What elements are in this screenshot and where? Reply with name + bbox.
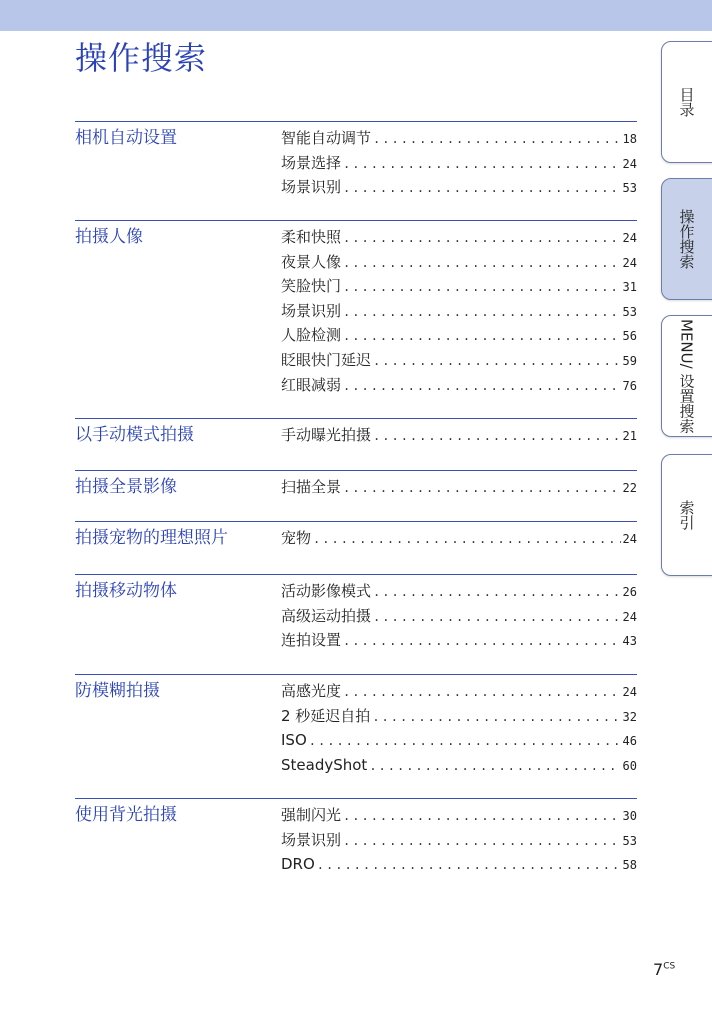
dot-leader [343, 374, 621, 398]
dot-leader [373, 424, 621, 448]
index-entry[interactable] [281, 151, 637, 176]
page-number-suffix: CS [663, 961, 676, 972]
top-banner [0, 0, 712, 31]
index-entry[interactable] [281, 126, 637, 151]
entry-page-number[interactable]: 24 [622, 532, 637, 546]
entry-page-number[interactable]: 24 [622, 156, 637, 171]
index-entry[interactable] [281, 704, 637, 729]
entry-page-number[interactable]: 46 [622, 734, 637, 749]
section-category: 拍摄人像 [75, 227, 143, 247]
section-category: 拍摄全景影像 [75, 477, 177, 497]
index-entry[interactable] [281, 475, 637, 500]
entry-label[interactable]: 2 秒延迟自拍 [281, 706, 371, 725]
dot-leader [343, 680, 621, 704]
index-entry[interactable] [281, 828, 637, 853]
index-entry[interactable] [281, 852, 637, 877]
dot-leader [372, 705, 620, 729]
side-tab-label: 操作搜索 [677, 209, 696, 269]
entry-label[interactable]: 扫描全景 [281, 478, 342, 496]
section-items [281, 475, 637, 500]
section-divider [75, 418, 637, 419]
entry-page-number[interactable]: 31 [622, 280, 637, 295]
entry-page-number[interactable]: 24 [622, 231, 637, 245]
entry-label[interactable]: 场景选择 [281, 153, 342, 172]
section-divider [75, 220, 637, 221]
entry-label[interactable]: 夜景人像 [281, 252, 342, 271]
entry-page-number[interactable]: 56 [622, 329, 637, 344]
entry-label[interactable]: 柔和快照 [281, 228, 342, 246]
section-divider [75, 470, 637, 471]
section-items [281, 526, 637, 551]
entry-page-number[interactable]: 43 [622, 634, 637, 649]
entry-page-number[interactable]: 26 [622, 585, 637, 599]
page-number-value: 7 [653, 960, 664, 979]
entry-page-number[interactable]: 18 [622, 132, 637, 146]
index-entry[interactable] [281, 579, 637, 604]
index-entry[interactable] [281, 423, 637, 448]
section-category: 使用背光拍摄 [75, 805, 177, 825]
dot-leader [343, 275, 621, 299]
dot-leader [343, 324, 621, 348]
dot-leader [373, 580, 621, 604]
section-category: 拍摄宠物的理想照片 [75, 528, 228, 548]
side-tab-label: MENU/ 设置搜索 [677, 318, 696, 434]
side-tab-label: 索引 [677, 500, 696, 530]
entry-page-number[interactable]: 53 [622, 181, 637, 196]
entry-label[interactable]: 连拍设置 [281, 631, 342, 650]
entry-label[interactable]: 高级运动拍摄 [281, 606, 372, 625]
dot-leader [373, 349, 621, 373]
entry-page-number[interactable]: 24 [622, 609, 637, 624]
entry-label[interactable]: 红眼减弱 [281, 375, 342, 394]
entry-page-number[interactable]: 53 [622, 304, 637, 319]
entry-label[interactable]: 手动曝光拍摄 [281, 426, 372, 444]
side-tab[interactable] [661, 41, 712, 163]
section-items [281, 423, 637, 448]
entry-label[interactable]: 人脸检测 [281, 326, 342, 345]
page-number [653, 960, 675, 979]
entry-page-number[interactable]: 24 [622, 685, 637, 699]
entry-label[interactable]: ISO [281, 731, 307, 750]
dot-leader [343, 152, 621, 176]
side-tab[interactable] [661, 178, 712, 300]
index-entry[interactable] [281, 299, 637, 324]
dot-leader [309, 729, 621, 753]
entry-label[interactable]: 笑脸快门 [281, 277, 342, 296]
side-tab[interactable] [661, 454, 712, 576]
index-entry[interactable] [281, 175, 637, 200]
entry-page-number[interactable]: 21 [622, 429, 637, 443]
side-tab-label: 目录 [677, 87, 696, 117]
index-entry[interactable] [281, 274, 637, 299]
section-divider [75, 521, 637, 522]
entry-page-number[interactable]: 58 [622, 858, 637, 873]
entry-page-number[interactable]: 22 [622, 481, 637, 495]
dot-leader [343, 829, 621, 853]
index-entry[interactable] [281, 250, 637, 275]
section-divider [75, 574, 637, 575]
index-entry[interactable] [281, 348, 637, 373]
index-entry[interactable] [281, 604, 637, 629]
side-tab[interactable] [661, 315, 712, 437]
dot-leader [343, 804, 621, 828]
entry-label[interactable]: 强制闪光 [281, 806, 342, 824]
entry-label[interactable]: 场景识别 [281, 830, 342, 849]
dot-leader [369, 754, 620, 778]
index-entry[interactable] [281, 628, 637, 653]
entry-label[interactable]: 眨眼快门延迟 [281, 350, 372, 369]
dot-leader [317, 853, 621, 877]
dot-leader [343, 476, 621, 500]
dot-leader [313, 527, 621, 551]
index-entry[interactable] [281, 323, 637, 348]
dot-leader [343, 251, 621, 275]
entry-label[interactable]: 场景识别 [281, 178, 342, 197]
section-items [281, 579, 637, 653]
section-items [281, 679, 637, 777]
dot-leader [343, 176, 621, 200]
section-category: 相机自动设置 [75, 128, 177, 148]
index-entry[interactable] [281, 679, 637, 704]
entry-label[interactable]: 宠物 [281, 529, 312, 547]
section-items [281, 803, 637, 877]
entry-page-number[interactable]: 76 [622, 378, 637, 393]
entry-page-number[interactable]: 60 [622, 758, 637, 773]
entry-page-number[interactable]: 24 [622, 255, 637, 270]
entry-page-number[interactable]: 30 [622, 809, 637, 823]
section-items [281, 225, 637, 397]
entry-page-number[interactable]: 53 [622, 833, 637, 848]
index-entry[interactable] [281, 803, 637, 828]
section-category: 以手动模式拍摄 [75, 425, 194, 445]
entry-label[interactable]: 高感光度 [281, 682, 342, 700]
dot-leader [343, 300, 621, 324]
entry-label[interactable]: SteadyShot [281, 755, 368, 774]
index-entry[interactable] [281, 728, 637, 753]
index-entry[interactable] [281, 526, 637, 551]
index-entry[interactable] [281, 373, 637, 398]
entry-page-number[interactable]: 59 [622, 353, 637, 368]
dot-leader [343, 226, 621, 250]
index-entry[interactable] [281, 225, 637, 250]
section-divider [75, 798, 637, 799]
entry-page-number[interactable]: 32 [622, 709, 637, 724]
entry-label[interactable]: DRO [281, 855, 315, 874]
section-divider [75, 121, 637, 122]
section-category: 防模糊拍摄 [75, 681, 160, 701]
dot-leader [373, 605, 621, 629]
section-category: 拍摄移动物体 [75, 581, 177, 601]
dot-leader [343, 629, 621, 653]
section-divider [75, 674, 637, 675]
entry-label[interactable]: 活动影像模式 [281, 582, 372, 600]
entry-label[interactable]: 智能自动调节 [281, 129, 372, 147]
dot-leader [373, 127, 621, 151]
section-items [281, 126, 637, 200]
page-title: 操作搜索 [75, 39, 208, 77]
index-entry[interactable] [281, 753, 637, 778]
entry-label[interactable]: 场景识别 [281, 301, 342, 320]
